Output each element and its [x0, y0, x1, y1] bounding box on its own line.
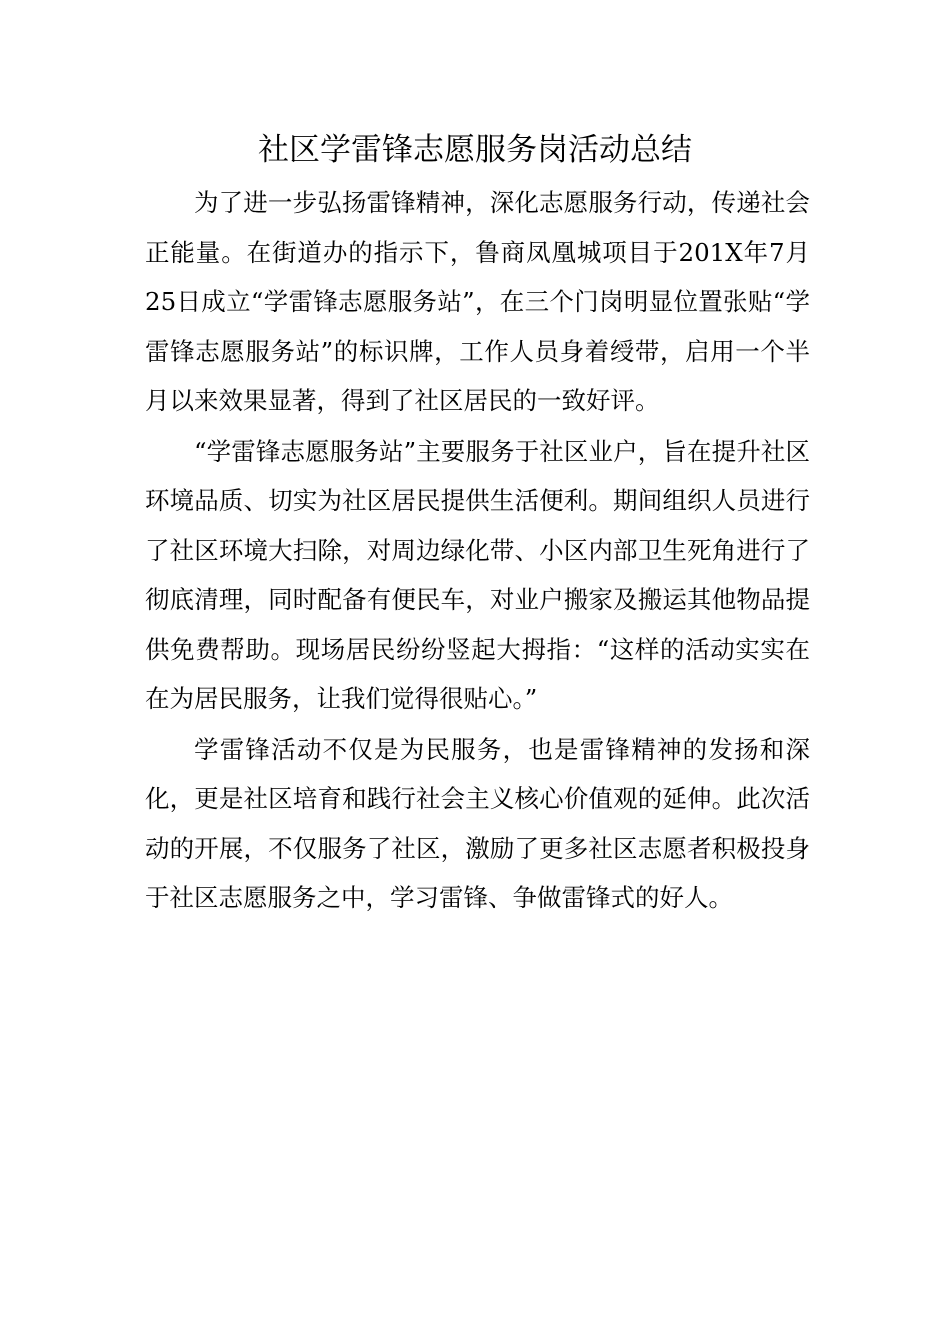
document-body — [145, 178, 810, 924]
document-title: 社区学雷锋志愿服务岗活动总结 — [258, 132, 692, 168]
paragraph-3: 学雷锋活动不仅是为民服务，也是雷锋精神的发扬和深化，更是社区培育和践行社会主义核心价值观的延伸。此次活动的开展，不仅服务了社区，激励了更多社区志愿者积极投身于社区志愿服务之中，学习雷锋、争做雷锋式的好人。 — [145, 734, 810, 912]
paragraph-1: 为了进一步弘扬雷锋精神，深化志愿服务行动，传递社会正能量。在街道办的指示下，鲁商凤凰城项目于201X年7月25日成立“学雷锋志愿服务站”，在三个门岗明显位置张贴“学雷锋志愿服务站”的标识牌，工作人员身着绶带，启用一个半月以来效果显著，得到了社区居民的一致好评。 — [145, 188, 810, 415]
paragraph-2: “学雷锋志愿服务站”主要服务于社区业户，旨在提升社区环境品质、切实为社区居民提供生活便利。期间组织人员进行了社区环境大扫除，对周边绿化带、小区内部卫生死角进行了彻底清理，同时配备有便民车，对业户搬家及搬运其他物品提供免费帮助。现场居民纷纷竖起大拇指：“这样的活动实实在在为居民服务，让我们觉得很贴心。” — [145, 436, 810, 713]
